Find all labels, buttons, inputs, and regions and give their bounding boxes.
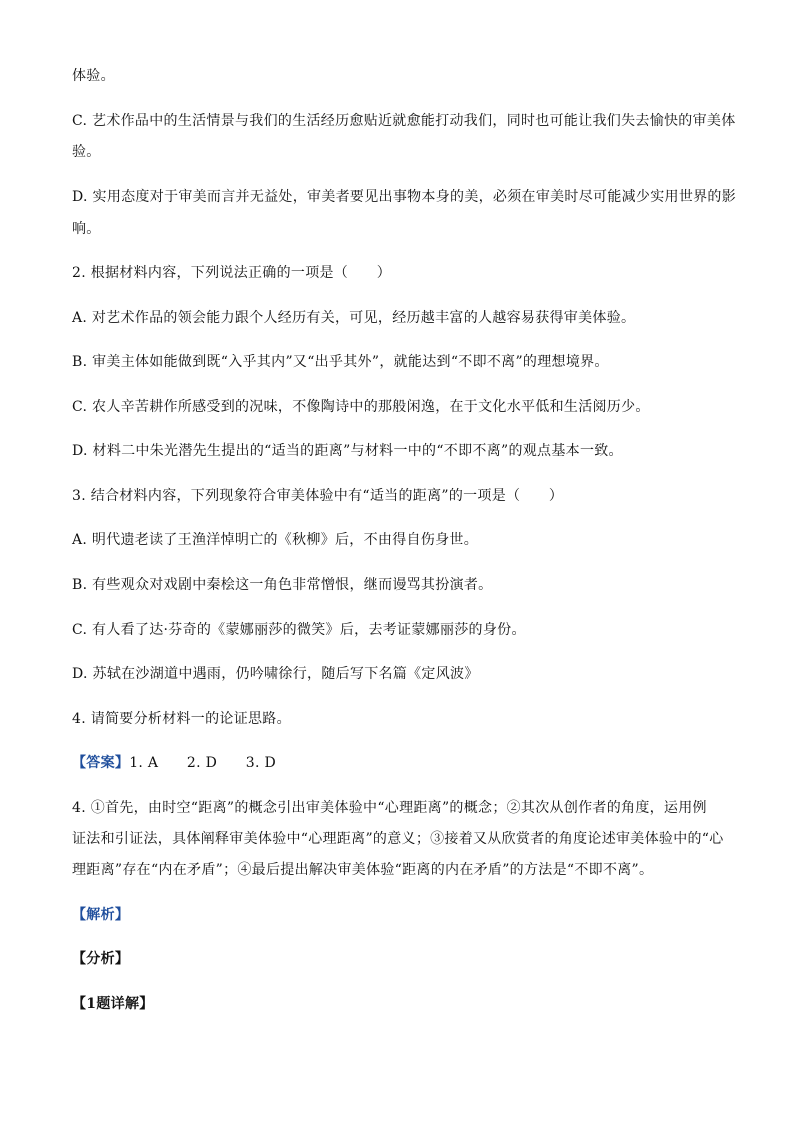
option-c-line: C. 农人辛苦耕作所感受到的况味，不像陶诗中的那般闲逸，在于文化水平低和生活阅历少。 <box>72 399 650 415</box>
option-d-line: D. 苏轼在沙湖道中遇雨，仍吟啸徐行，随后写下名篇《定风波》 <box>72 666 479 682</box>
option-b-line: B. 有些观众对戏剧中秦桧这一角色非常憎恨，继而谩骂其扮演者。 <box>72 577 493 593</box>
option-a-line: A. 对艺术作品的领会能力跟个人经历有关，可见，经历越丰富的人越容易获得审美体验。 <box>72 310 636 326</box>
option-d-line: D. 材料二中朱光潜先生提出的“适当的距离”与材料一中的“不即不离”的观点基本一致。 <box>72 443 623 459</box>
option-c-line: C. 艺术作品中的生活情景与我们的生活经历愈贴近就愈能打动我们，同时也可能让我们失去愉快的审美体 <box>72 113 736 129</box>
text-line: 验。 <box>72 144 101 160</box>
text-line: 体验。 <box>72 68 115 84</box>
explain-line: 4. ①首先，由时空“距离”的概念引出审美体验中“心理距离”的概念；②其次从创作者的角度，运用例 <box>72 800 707 816</box>
option-a-line: A. 明代遗老读了王渔洋悼明亡的《秋柳》后，不由得自伤身世。 <box>72 532 479 548</box>
explain-line: 理距离”存在“内在矛盾”；④最后提出解决审美体验“距离的内在矛盾”的方法是“不即不离”。 <box>72 862 654 878</box>
text-line: 响。 <box>72 221 101 237</box>
option-b-line: B. 审美主体如能做到既“入乎其内”又“出乎其外”，就能达到“不即不离”的理想境界。 <box>72 354 609 370</box>
option-c-line: C. 有人看了达·芬奇的《蒙娜丽莎的微笑》后，去考证蒙娜丽莎的身份。 <box>72 622 526 638</box>
question-4: 4. 请简要分析材料一的论证思路。 <box>72 711 291 727</box>
explain-line: 证法和引证法，具体阐释审美体验中“心理距离”的意义；③接着又从欣赏者的角度论述审美体验中的“心 <box>72 831 724 847</box>
option-d-line: D. 实用态度对于审美而言并无益处，审美者要见出事物本身的美，必须在审美时尽可能减少实用世界的影 <box>72 189 737 205</box>
detail-heading: 【1题详解】 <box>72 996 154 1012</box>
answer-tag: 【答案】 <box>72 755 130 771</box>
question-2: 2. 根据材料内容，下列说法正确的一项是（ ） <box>72 265 392 281</box>
question-3: 3. 结合材料内容，下列现象符合审美体验中有“适当的距离”的一项是（ ） <box>72 488 564 504</box>
jiexi-heading: 【解析】 <box>72 907 130 923</box>
fenxi-heading: 【分析】 <box>72 951 130 967</box>
answer-text: 1. A 2. D 3. D <box>129 755 276 771</box>
answer-line <box>72 753 734 773</box>
